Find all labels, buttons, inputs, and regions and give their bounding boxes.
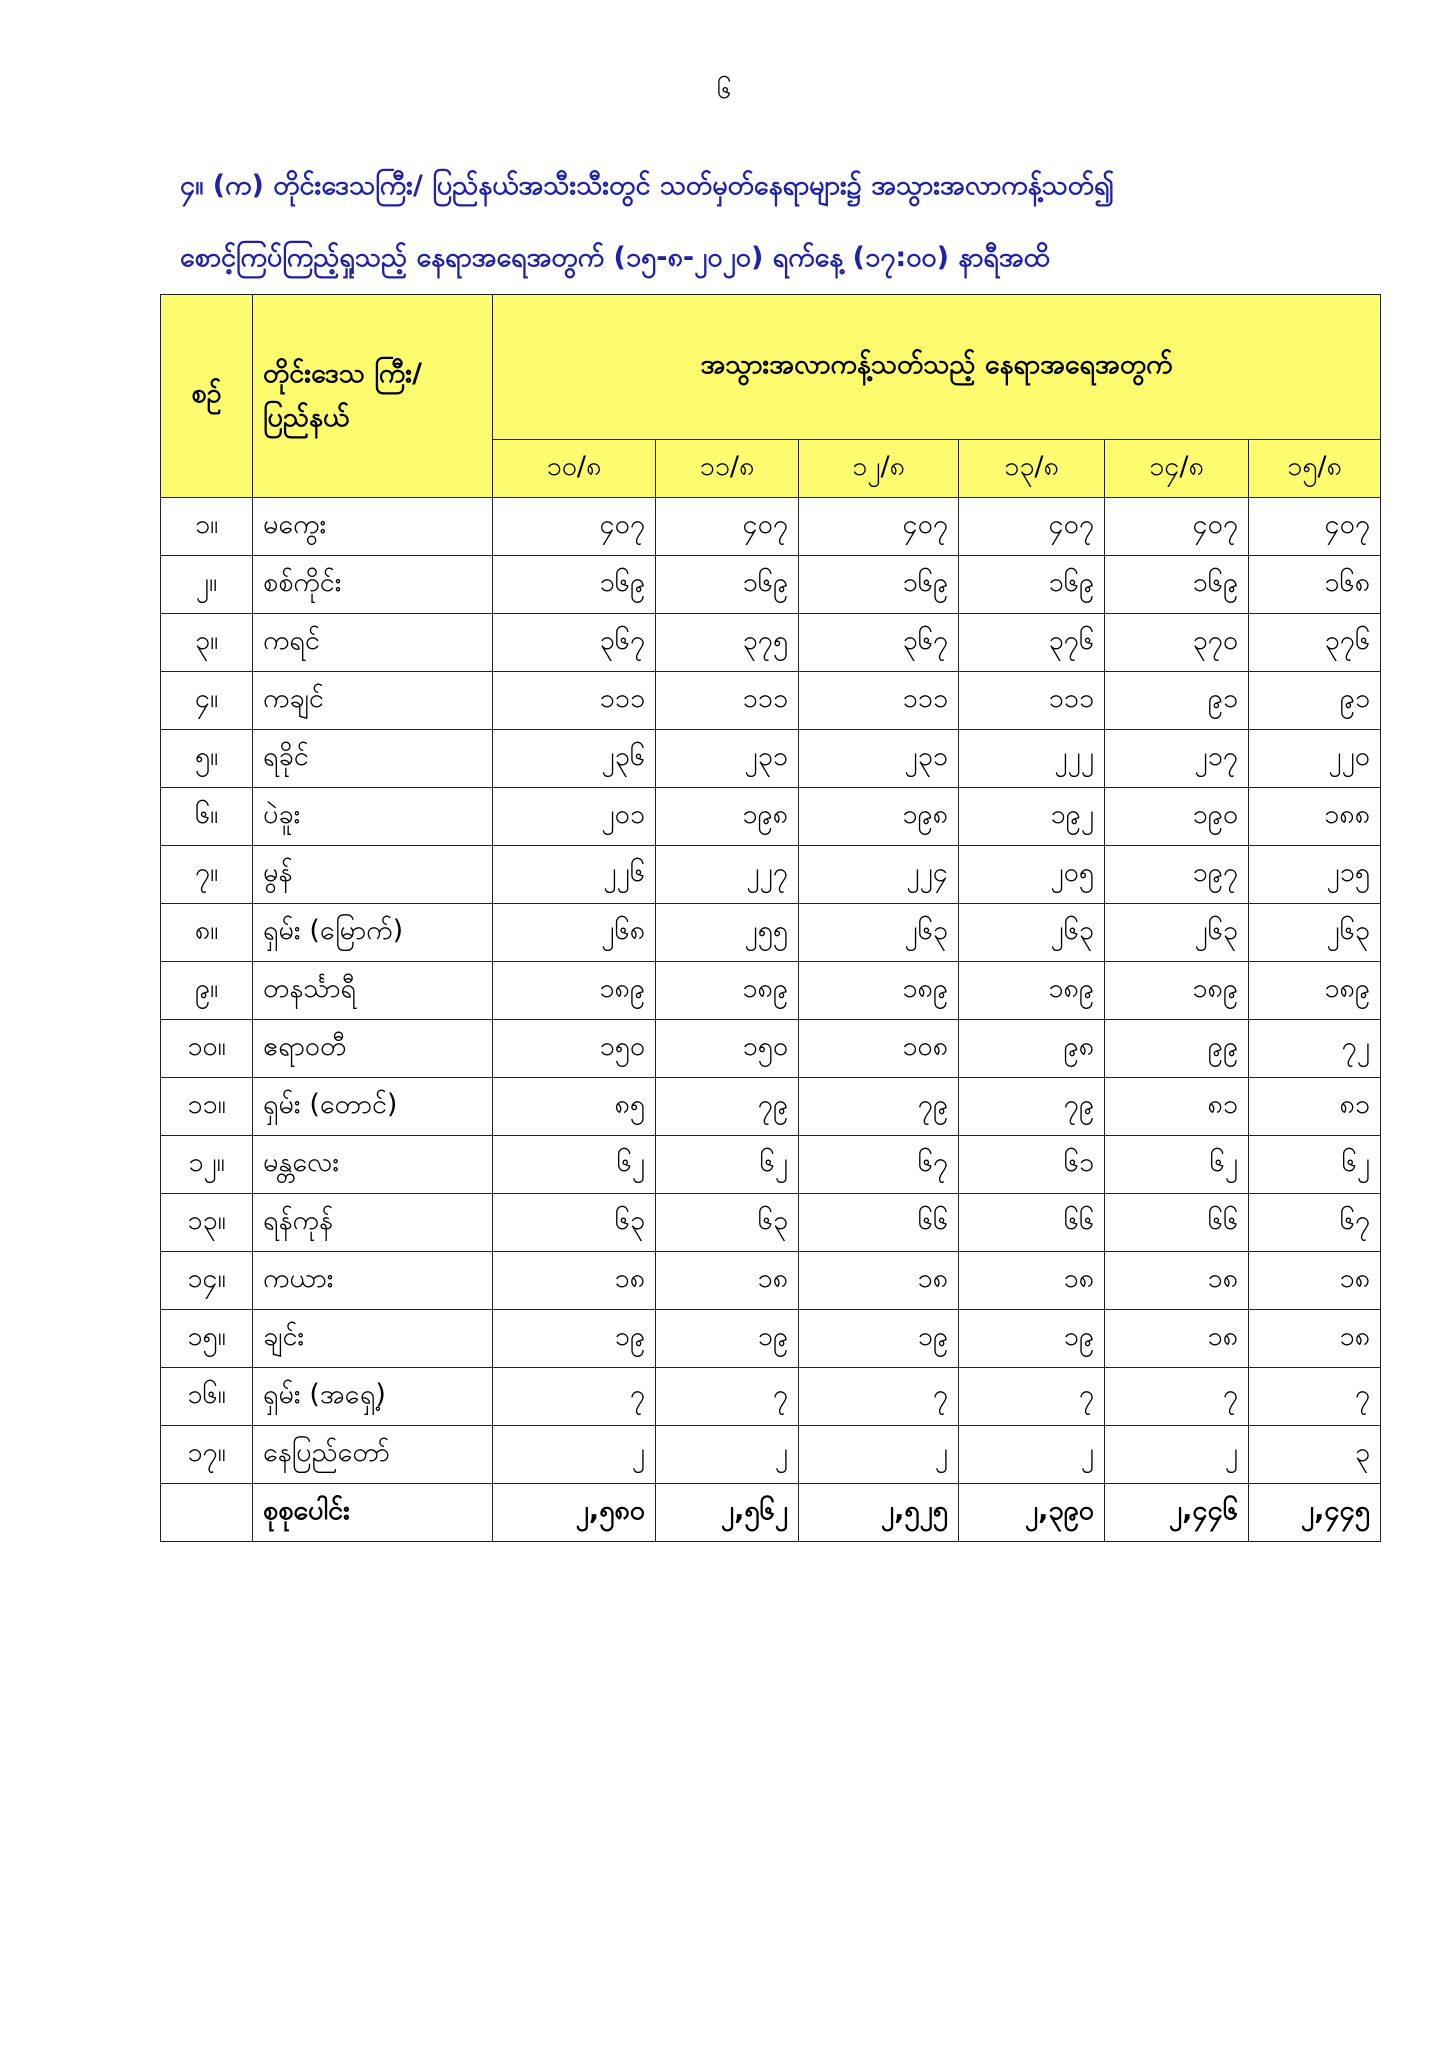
header-region: တိုင်းဒေသ ကြီး/ ပြည်နယ် — [253, 295, 493, 498]
row-value: ၁၁၁ — [493, 672, 656, 730]
row-value: ၂ — [1105, 1426, 1249, 1484]
header-date: ၁၅/၈ — [1249, 440, 1381, 498]
row-value: ၉၈ — [959, 1020, 1105, 1078]
row-value: ၁၆၉ — [656, 556, 799, 614]
row-value: ၁၆၈ — [1249, 556, 1381, 614]
row-serial: ၁၀။ — [161, 1020, 253, 1078]
row-serial: ၁၅။ — [161, 1310, 253, 1368]
document-title — [180, 150, 1390, 294]
row-value: ၁၈ — [799, 1252, 959, 1310]
table-row — [161, 1310, 1381, 1368]
row-value: ၁၈၉ — [656, 962, 799, 1020]
row-value: ၁၉၀ — [1105, 788, 1249, 846]
row-value: ၃၆၇ — [799, 614, 959, 672]
row-value: ၇၉ — [656, 1078, 799, 1136]
row-value: ၂၆၃ — [1105, 904, 1249, 962]
table-row — [161, 730, 1381, 788]
row-region: မန္တလေး — [253, 1136, 493, 1194]
row-region: ရှမ်း (မြောက်) — [253, 904, 493, 962]
row-value: ၁၈ — [656, 1252, 799, 1310]
row-region: မွန် — [253, 846, 493, 904]
row-value: ၂၆၃ — [799, 904, 959, 962]
row-value: ၂ — [656, 1426, 799, 1484]
row-value: ၁၈၉ — [799, 962, 959, 1020]
row-region: ကရင် — [253, 614, 493, 672]
row-value: ၁၀၈ — [799, 1020, 959, 1078]
table-row — [161, 1368, 1381, 1426]
header-location-count: အသွားအလာကန့်သတ်သည့် နေရာအရေအတွက် — [493, 295, 1381, 440]
row-value: ၆၆ — [799, 1194, 959, 1252]
row-region: ရန်ကုန် — [253, 1194, 493, 1252]
row-value: ၁၁၁ — [799, 672, 959, 730]
total-value: ၂,၅၆၂ — [656, 1484, 799, 1542]
row-region: မကွေး — [253, 498, 493, 556]
row-value: ၄၀၇ — [959, 498, 1105, 556]
row-value: ၂၂၂ — [959, 730, 1105, 788]
row-value: ၁၆၉ — [1105, 556, 1249, 614]
row-serial: ၁၆။ — [161, 1368, 253, 1426]
row-value: ၁၉၈ — [799, 788, 959, 846]
row-region: ဧရာဝတီ — [253, 1020, 493, 1078]
row-value: ၂၂၆ — [493, 846, 656, 904]
total-row — [161, 1484, 1381, 1542]
row-serial: ၈။ — [161, 904, 253, 962]
row-serial: ၉။ — [161, 962, 253, 1020]
row-value: ၃၇၆ — [1249, 614, 1381, 672]
row-value: ၁၈ — [1249, 1310, 1381, 1368]
row-value: ၇၂ — [1249, 1020, 1381, 1078]
total-value: ၂,၃၉၀ — [959, 1484, 1105, 1542]
row-value: ၂၀၅ — [959, 846, 1105, 904]
row-value: ၄၀၇ — [1105, 498, 1249, 556]
total-value: ၂,၅၈၀ — [493, 1484, 656, 1542]
row-serial: ၁။ — [161, 498, 253, 556]
total-label: စုစုပေါင်း — [253, 1484, 493, 1542]
row-value: ၁၈ — [1105, 1252, 1249, 1310]
row-value: ၂ — [959, 1426, 1105, 1484]
title-line-1: ၄။ (က) တိုင်းဒေသကြီး/ ပြည်နယ်အသီးသီးတွင် သတ်မှတ်နေရာများ၌ အသွားအလာကန့်သတ်၍ — [180, 170, 1115, 201]
table-row — [161, 1426, 1381, 1484]
row-value: ၃၆၇ — [493, 614, 656, 672]
row-serial: ၅။ — [161, 730, 253, 788]
row-region: ရခိုင် — [253, 730, 493, 788]
row-value: ၆၂ — [1249, 1136, 1381, 1194]
table-row — [161, 962, 1381, 1020]
row-value: ၂၁၇ — [1105, 730, 1249, 788]
table-row — [161, 1252, 1381, 1310]
row-value: ၉၁ — [1105, 672, 1249, 730]
row-region: ကချင် — [253, 672, 493, 730]
table-row — [161, 1194, 1381, 1252]
row-value: ၂၃၆ — [493, 730, 656, 788]
row-value: ၁၉၇ — [1105, 846, 1249, 904]
row-value: ၂၂၄ — [799, 846, 959, 904]
row-value: ၁၆၉ — [959, 556, 1105, 614]
row-value: ၁၅၀ — [656, 1020, 799, 1078]
row-value: ၁၆၉ — [799, 556, 959, 614]
row-value: ၁၈၉ — [1249, 962, 1381, 1020]
table-row — [161, 846, 1381, 904]
row-value: ၁၉ — [959, 1310, 1105, 1368]
table-row — [161, 1078, 1381, 1136]
row-value: ၂၆၃ — [1249, 904, 1381, 962]
row-value: ၁၈ — [1105, 1310, 1249, 1368]
header-date: ၁၁/၈ — [656, 440, 799, 498]
row-serial: ၁၇။ — [161, 1426, 253, 1484]
row-value: ၂၆၃ — [959, 904, 1105, 962]
row-value: ၇ — [1249, 1368, 1381, 1426]
row-value: ၁၈ — [493, 1252, 656, 1310]
row-value: ၃၇၀ — [1105, 614, 1249, 672]
row-value: ၁၁၁ — [656, 672, 799, 730]
row-value: ၂၀၁ — [493, 788, 656, 846]
row-value: ၄၀၇ — [656, 498, 799, 556]
row-region: ရှမ်း (အရှေ့) — [253, 1368, 493, 1426]
row-value: ၄၀၇ — [1249, 498, 1381, 556]
row-value: ၁၈၉ — [1105, 962, 1249, 1020]
row-value: ၆၇ — [1249, 1194, 1381, 1252]
row-serial: ၄။ — [161, 672, 253, 730]
row-value: ၃၇၆ — [959, 614, 1105, 672]
title-line-2: စောင့်ကြပ်ကြည့်ရှုသည့် နေရာအရေအတွက် (၁၅-၈-၂၀၂၀) ရက်နေ့ (၁၇:၀၀) နာရီအထိ — [180, 242, 1050, 273]
row-value: ၁၅၀ — [493, 1020, 656, 1078]
row-value: ၆၃ — [656, 1194, 799, 1252]
row-region: တနင်္သာရီ — [253, 962, 493, 1020]
row-value: ၁၉၂ — [959, 788, 1105, 846]
row-value: ၆၇ — [799, 1136, 959, 1194]
row-region: နေပြည်တော် — [253, 1426, 493, 1484]
row-value: ၉၉ — [1105, 1020, 1249, 1078]
row-value: ၈၁ — [1249, 1078, 1381, 1136]
row-value: ၆၆ — [1105, 1194, 1249, 1252]
row-value: ၂ — [799, 1426, 959, 1484]
row-serial: ၁၄။ — [161, 1252, 253, 1310]
row-value: ၁၉ — [493, 1310, 656, 1368]
row-value: ၁၈၈ — [1249, 788, 1381, 846]
row-value: ၂ — [493, 1426, 656, 1484]
row-value: ၇ — [656, 1368, 799, 1426]
row-value: ၇၉ — [959, 1078, 1105, 1136]
header-date: ၁၀/၈ — [493, 440, 656, 498]
header-serial: စဉ် — [161, 295, 253, 498]
row-value: ၂၂၇ — [656, 846, 799, 904]
row-region: စစ်ကိုင်း — [253, 556, 493, 614]
row-value: ၄၀၇ — [799, 498, 959, 556]
table-row — [161, 556, 1381, 614]
table-row — [161, 672, 1381, 730]
row-value: ၁၈၉ — [493, 962, 656, 1020]
row-value: ၁၈၉ — [959, 962, 1105, 1020]
row-value: ၉၁ — [1249, 672, 1381, 730]
row-value: ၆၁ — [959, 1136, 1105, 1194]
row-value: ၇၉ — [799, 1078, 959, 1136]
row-value: ၁၈ — [959, 1252, 1105, 1310]
row-value: ၇ — [1105, 1368, 1249, 1426]
row-value: ၆၂ — [1105, 1136, 1249, 1194]
table-row — [161, 788, 1381, 846]
row-value: ၈၁ — [1105, 1078, 1249, 1136]
total-serial-empty — [161, 1484, 253, 1542]
row-serial: ၇။ — [161, 846, 253, 904]
row-serial: ၁၃။ — [161, 1194, 253, 1252]
table-row — [161, 1136, 1381, 1194]
row-value: ၂၃၁ — [656, 730, 799, 788]
row-value: ၁၆၉ — [493, 556, 656, 614]
row-region: ကယား — [253, 1252, 493, 1310]
row-value: ၆၂ — [493, 1136, 656, 1194]
table-row — [161, 1020, 1381, 1078]
row-region: ချင်း — [253, 1310, 493, 1368]
row-serial: ၁၁။ — [161, 1078, 253, 1136]
row-value: ၁၉ — [656, 1310, 799, 1368]
row-value: ၆၂ — [656, 1136, 799, 1194]
row-value: ၁၁၁ — [959, 672, 1105, 730]
row-value: ၇ — [799, 1368, 959, 1426]
row-value: ၄၀၇ — [493, 498, 656, 556]
header-date: ၁၃/၈ — [959, 440, 1105, 498]
row-value: ၇ — [959, 1368, 1105, 1426]
row-value: ၈၅ — [493, 1078, 656, 1136]
total-value: ၂,၅၂၅ — [799, 1484, 959, 1542]
row-value: ၃၇၅ — [656, 614, 799, 672]
row-value: ၂၃၁ — [799, 730, 959, 788]
row-value: ၁၉ — [799, 1310, 959, 1368]
row-value: ၇ — [493, 1368, 656, 1426]
total-value: ၂,၄၄၅ — [1249, 1484, 1381, 1542]
row-region: ရှမ်း (တောင်) — [253, 1078, 493, 1136]
restricted-locations-table — [160, 294, 1381, 1542]
row-value: ၆၃ — [493, 1194, 656, 1252]
table-row — [161, 904, 1381, 962]
table-row — [161, 614, 1381, 672]
row-serial: ၆။ — [161, 788, 253, 846]
row-value: ၂၂၀ — [1249, 730, 1381, 788]
row-value: ၁၉၈ — [656, 788, 799, 846]
row-value: ၂၅၅ — [656, 904, 799, 962]
row-serial: ၃။ — [161, 614, 253, 672]
header-date: ၁၂/၈ — [799, 440, 959, 498]
row-value: ၂၁၅ — [1249, 846, 1381, 904]
page-number: ၆ — [716, 75, 732, 105]
row-value: ၁၈ — [1249, 1252, 1381, 1310]
row-value: ၃ — [1249, 1426, 1381, 1484]
row-value: ၆၆ — [959, 1194, 1105, 1252]
row-region: ပဲခူး — [253, 788, 493, 846]
row-serial: ၂။ — [161, 556, 253, 614]
table-row — [161, 498, 1381, 556]
total-value: ၂,၄၄၆ — [1105, 1484, 1249, 1542]
row-value: ၂၆၈ — [493, 904, 656, 962]
header-date: ၁၄/၈ — [1105, 440, 1249, 498]
row-serial: ၁၂။ — [161, 1136, 253, 1194]
